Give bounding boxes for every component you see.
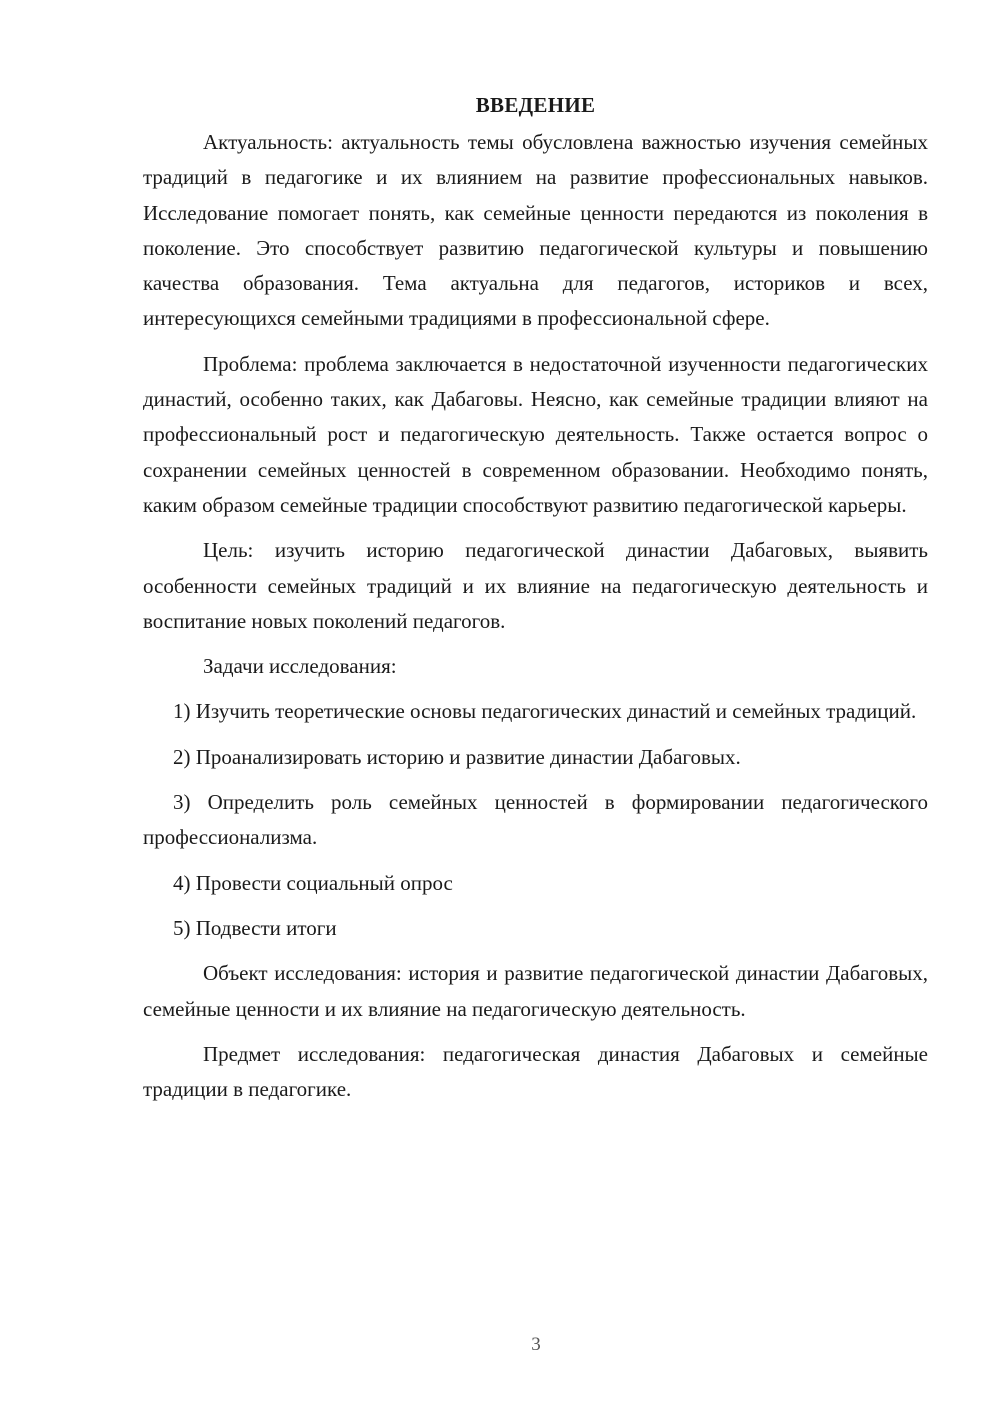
task-item: 2) Проанализировать историю и развитие династии Дабаговых. [173,744,741,769]
section-title: ВВЕДЕНИЕ [475,93,596,117]
paragraph-goal: Цель: изучить историю педагогической династии Дабаговых, выявить особенности семейных традиций и их влияние на педагогическую деятельность и воспитание новых поколений педагогов. [143,538,928,633]
paragraph-subject: Предмет исследования: педагогическая династия Дабаговых и семейные традиции в педагогике. [143,1041,928,1102]
task-item: 5) Подвести итоги [173,915,337,940]
task-item: 1) Изучить теоретические основы педагогических династий и семейных традиций. [173,699,917,724]
paragraph-tasks-heading: Задачи исследования: [203,654,397,679]
paragraph-object: Объект исследования: история и развитие педагогической династии Дабаговых, семейные ценности и их влияние на педагогическую деятельность. [143,961,928,1021]
paragraph-problem: Проблема: проблема заключается в недостаточной изученности педагогических династий, особенно таких, как Дабаговы. Неясно, как семейные традиции влияют на профессиональный рост и педагогическую деятельность. Также остается вопрос о сохранении семейных ценностей в современном образовании. Необходимо понять, каким образом семейные традиции способствуют развитию педагогической карьеры. [143,351,928,517]
task-item: 4) Провести социальный опрос [173,870,453,895]
paragraph-relevance: Актуальность: актуальность темы обусловлена важностью изучения семейных традиций в педагогике и их влиянием на развитие профессиональных навыков. Исследование помогает понять, как семейные ценности передаются из поколения в поколение. Это способствует развитию педагогической культуры и повышению качества образования. Тема актуальна для педагогов, историков и всех, интересующихся семейными традициями в профессиональной сфере. [143,130,928,331]
document-page [143,88,928,1117]
task-item: 3) Определить роль семейных ценностей в формировании педагогического профессионализма. [143,790,928,850]
page-number: 3 [531,1334,541,1355]
